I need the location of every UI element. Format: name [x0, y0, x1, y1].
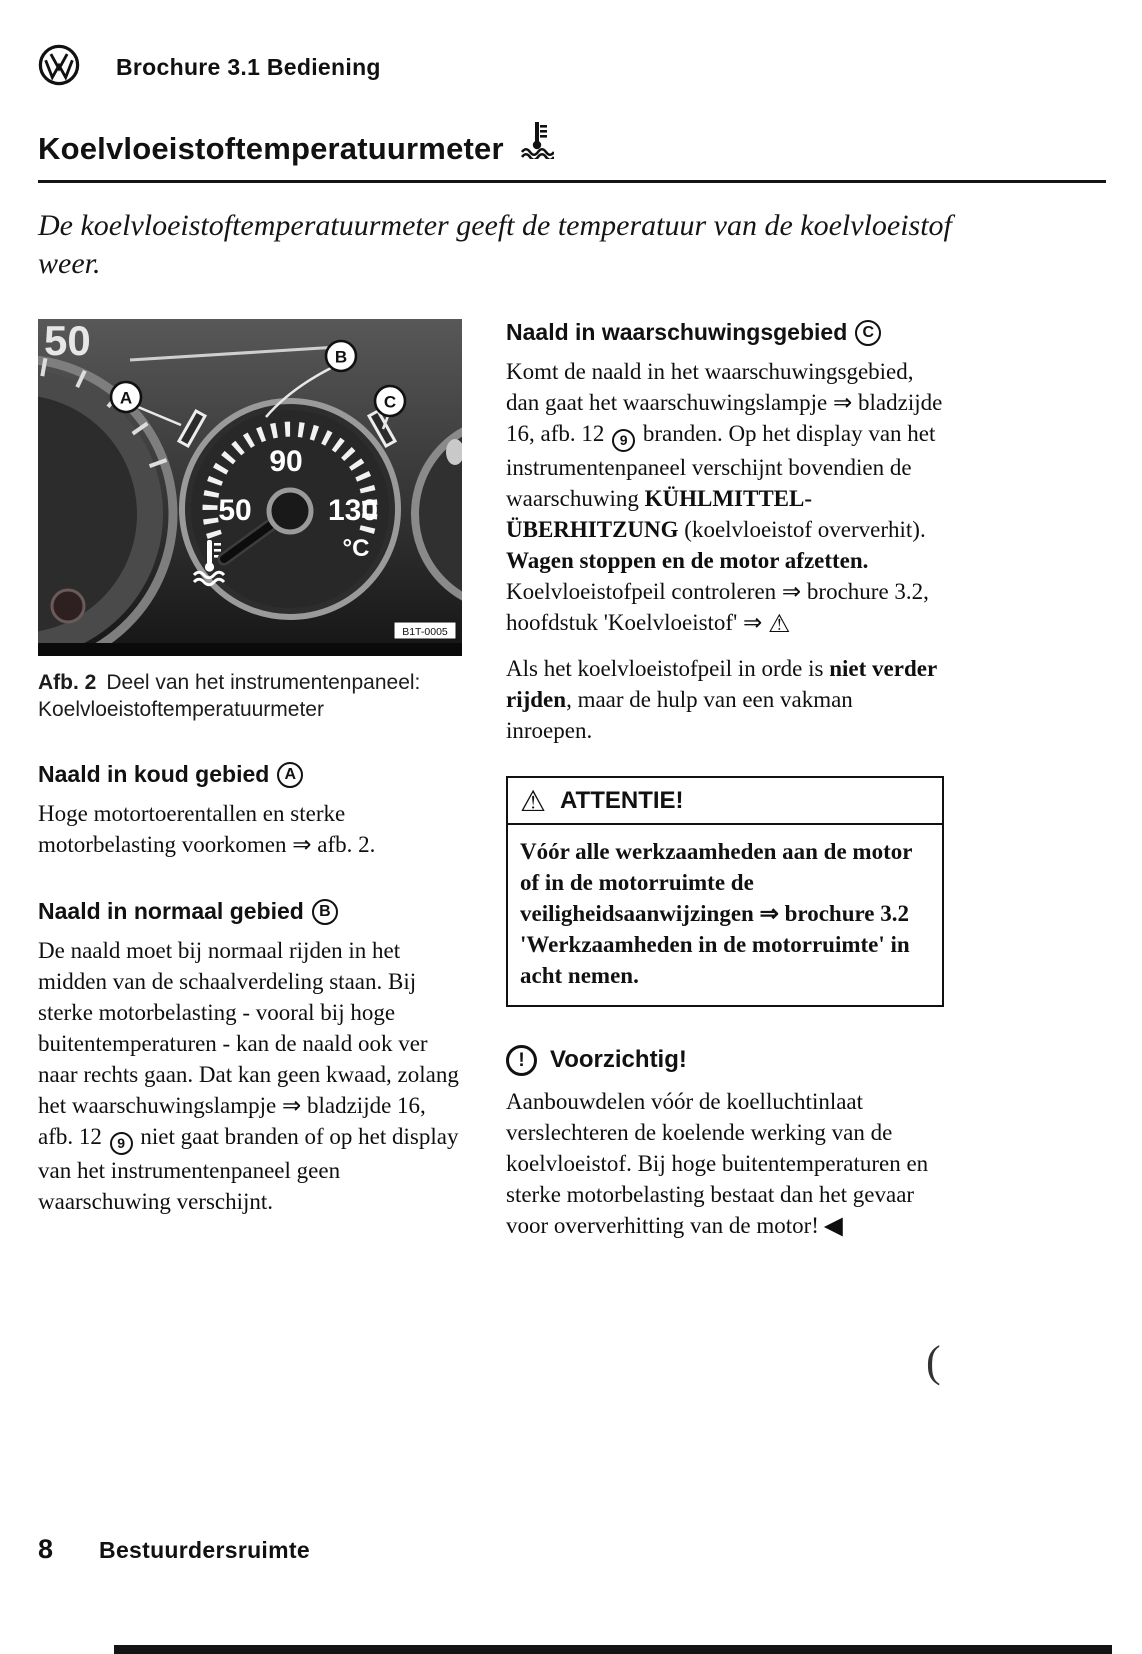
page-title: [38, 121, 1106, 167]
section-heading-warning-zone-text: Naald in waarschuwingsgebied: [506, 319, 848, 345]
warning-zone-paragraph-1: Komt de naald in het waarschuwingsgebied, dan gaat het waarschuwingslampje ⇒ bladzijde 16, afb. 12 9 branden. Op het display van het instrumentenpaneel verschijnt bovendien de waarschuwing KÜHLMITTEL-ÜBERHITZUNG (koelvloeistof oververhit). Wagen stoppen en de motor afzetten. Koelvloeistofpeil controleren ⇒ brochure 3.2, hoofdstuk 'Koelvloeistof' ⇒ ⚠: [506, 359, 943, 638]
attention-box-header: [508, 778, 942, 825]
coolant-temperature-icon: [520, 121, 554, 167]
attention-box: [506, 776, 944, 1007]
caution-body: Aanbouwdelen vóór de koelluchtinlaat verslechteren de koelende werking van de koelvloeistof. Bij hoge buitentemperaturen en sterke motorbelasting bestaat dan het gevaar voor oververhitting van de motor! ◀: [506, 1088, 929, 1238]
callout-a: [111, 382, 141, 412]
section-heading-cold-text: Naald in koud gebied: [38, 761, 270, 787]
section-heading-normal: [38, 898, 462, 925]
instrument-panel-photo: [38, 319, 462, 656]
callout-c-badge: C: [855, 320, 881, 346]
svg-text:C: C: [383, 392, 397, 412]
callout-a-badge: A: [277, 762, 303, 788]
caution-title-text: Voorzichtig!: [550, 1046, 687, 1073]
page-footer: [38, 1534, 310, 1565]
gauge-label-130: 130: [327, 494, 379, 527]
caution-heading: [506, 1045, 944, 1076]
figure-caption-text: Deel van het instrumentenpaneel: Koelvloeistoftemperatuurmeter: [38, 671, 421, 721]
section-body-cold: Hoge motortoerentallen en sterke motorbelasting voorkomen ⇒ afb. 2.: [38, 801, 376, 857]
footer-rule-bar: [114, 1645, 1112, 1654]
callout-c: [375, 386, 405, 416]
figure-caption-label: Afb. 2: [38, 671, 97, 694]
attention-box-title: ATTENTIE!: [560, 787, 684, 814]
vw-logo-icon: [38, 44, 80, 91]
footer-chapter-label: Bestuurdersruimte: [99, 1537, 310, 1563]
section-heading-cold: [38, 761, 462, 788]
coolant-temperature-gauge: [182, 401, 398, 617]
title-rule: [38, 180, 1106, 183]
photo-code-label: B1T-0005: [402, 626, 448, 638]
callout-b: [326, 341, 356, 371]
callout-b-badge: B: [312, 899, 338, 925]
right-column: [506, 319, 944, 1241]
gauge-unit-celsius: °C: [342, 535, 370, 562]
scan-artifact: (: [926, 1337, 941, 1386]
svg-text:A: A: [119, 388, 133, 408]
warning-triangle-icon: ⚠: [520, 783, 546, 818]
attention-box-body: Vóór alle werkzaamheden aan de motor of in de motorruimte de veiligheidsaanwijzingen ⇒ brochure 3.2 'Werkzaamheden in de motorruimte' in acht nemen.: [520, 838, 913, 988]
section-body-normal: De naald moet bij normaal rijden in het midden van de schaalverdeling staan. Bij sterke motorbelasting - vooral bij hoge buitentemperaturen - kan de naald ook ver naar rechts gaan. Dat kan geen kwaad, zolang het waarschuwingslampje ⇒ bladzijde 16, afb. 12 9 niet gaat branden of op het display van het instrumentenpaneel geen waarschuwing verschijnt.: [38, 938, 459, 1214]
caution-exclamation-icon: !: [506, 1045, 537, 1076]
gauge-label-90: 90: [269, 445, 303, 478]
speedometer-number: 50: [44, 319, 91, 364]
title-block: [38, 121, 1106, 183]
reset-knob: [52, 590, 84, 622]
section-heading-warning-zone: [506, 319, 944, 346]
lead-paragraph: De koelvloeistoftemperatuurmeter geeft de temperatuur van de koelvloeistof weer.: [38, 209, 952, 280]
content-columns: [38, 319, 1106, 1241]
svg-text:B: B: [334, 347, 348, 367]
header-title: Brochure 3.1 Bediening: [116, 54, 381, 80]
page-number: 8: [38, 1534, 54, 1564]
left-column: [38, 319, 462, 1241]
figure-caption: [38, 669, 462, 723]
page-title-text: Koelvloeistoftemperatuurmeter: [38, 131, 504, 166]
warning-zone-paragraph-2: Als het koelvloeistofpeil in orde is niet verder rijden, maar de hulp van een vakman inroepen.: [506, 655, 937, 743]
figure-2: [38, 319, 462, 723]
gauge-label-50: 50: [218, 494, 252, 527]
page-header: [38, 44, 1106, 91]
section-heading-normal-text: Naald in normaal gebied: [38, 898, 304, 924]
